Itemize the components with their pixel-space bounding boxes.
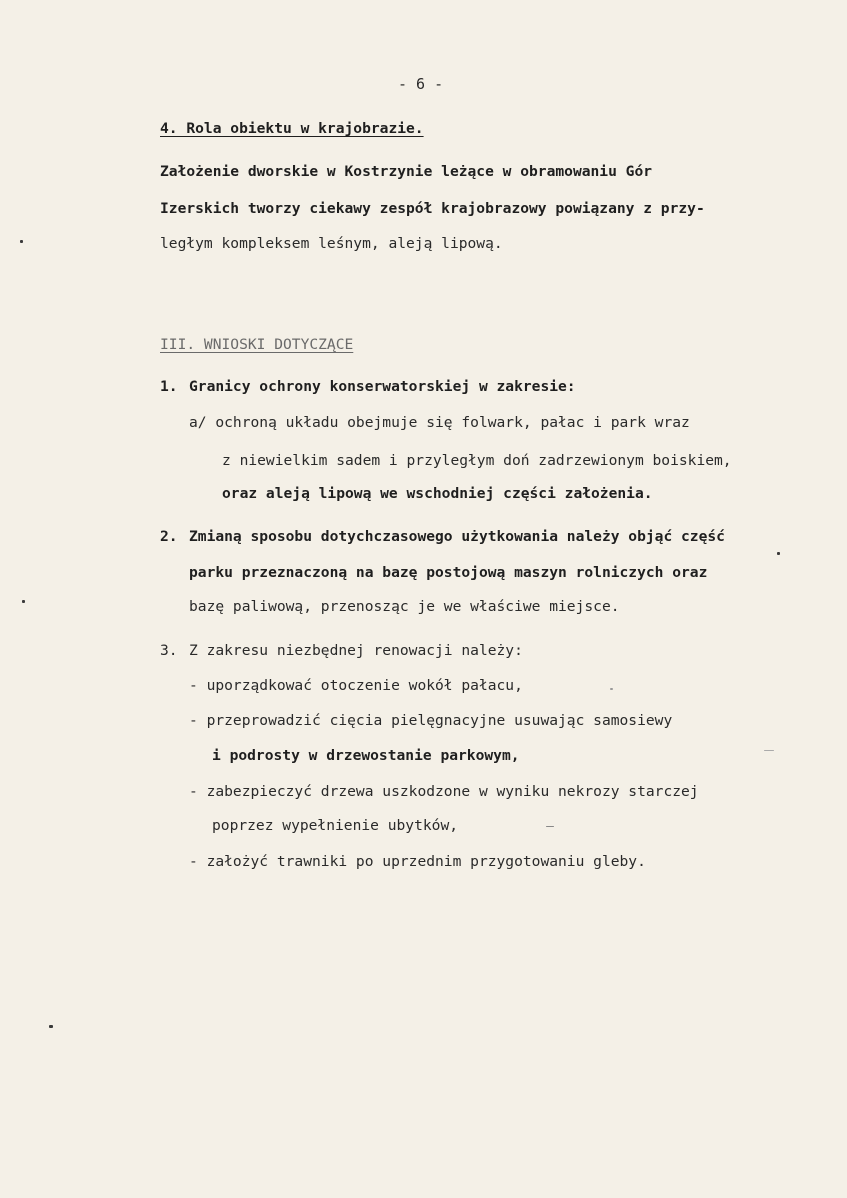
item-3-bullet-2: - przeprowadzić cięcia pielęgnacyjne usuwając samosiewy: [189, 712, 673, 729]
scan-speck: [777, 552, 780, 555]
item-3-text: Z zakresu niezbędnej renowacji należy:: [189, 642, 523, 659]
item-1-number: 1.: [160, 378, 178, 395]
item-3-bullet-1: - uporządkować otoczenie wokół pałacu,: [189, 677, 523, 694]
item-3-bullet-3-cont: poprzez wypełnienie ubytków,: [212, 817, 459, 834]
section-4-heading: 4. Rola obiektu w krajobrazie.: [160, 120, 424, 137]
scan-speck: [49, 1025, 53, 1028]
scan-speck: [22, 600, 25, 603]
item-2-line-2: parku przeznaczoną na bazę postojową maszyn rolniczych oraz: [189, 564, 708, 581]
item-3-bullet-2-cont: i podrosty w drzewostanie parkowym,: [212, 747, 520, 764]
item-1-sub-line-2: z niewielkim sadem i przyległym doń zadrzewionym boiskiem,: [222, 452, 732, 469]
item-3-bullet-3: - zabezpieczyć drzewa uszkodzone w wyniku nekrozy starczej: [189, 783, 699, 800]
page-number: - 6 -: [398, 75, 444, 93]
scan-speck: [610, 688, 613, 690]
section-4-line-2: Izerskich tworzy ciekawy zespół krajobrazowy powiązany z przy-: [160, 200, 705, 217]
item-3-number: 3.: [160, 642, 178, 659]
item-2-number: 2.: [160, 528, 178, 545]
item-1-text: Granicy ochrony konserwatorskiej w zakresie:: [189, 378, 576, 395]
scan-speck: [764, 750, 774, 751]
item-1-sub-line-1: a/ ochroną układu obejmuje się folwark, pałac i park wraz: [189, 414, 690, 431]
item-2-line-3: bazę paliwową, przenosząc je we właściwe miejsce.: [189, 598, 620, 615]
item-1-sub-line-3: oraz aleją lipową we wschodniej części założenia.: [222, 485, 653, 502]
scan-speck: [546, 826, 554, 827]
scan-speck: [20, 240, 23, 243]
section-4-line-1: Założenie dworskie w Kostrzynie leżące w obramowaniu Gór: [160, 163, 653, 180]
section-iii-heading: III. WNIOSKI DOTYCZĄCE: [160, 336, 354, 353]
section-4-line-3: ległym kompleksem leśnym, aleją lipową.: [160, 235, 503, 252]
item-2-line-1: Zmianą sposobu dotychczasowego użytkowania należy objąć część: [189, 528, 725, 545]
item-3-bullet-4: - założyć trawniki po uprzednim przygotowaniu gleby.: [189, 853, 646, 870]
